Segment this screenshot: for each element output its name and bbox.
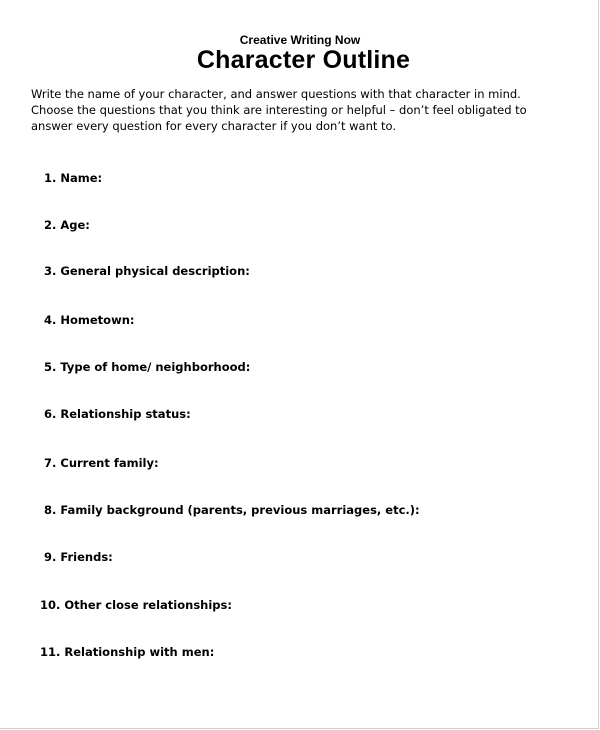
question-relationship-status: 6. Relationship status: (44, 407, 191, 421)
question-current-family: 7. Current family: (44, 456, 159, 470)
intro-paragraph (31, 86, 576, 134)
question-relationship-with-men: 11. Relationship with men: (40, 645, 215, 659)
intro-line: answer every question for every character if you don’t want to. (31, 119, 397, 133)
question-home-neighborhood: 5. Type of home/ neighborhood: (44, 360, 251, 374)
intro-line: Write the name of your character, and answer questions with that character in mind. (31, 87, 521, 101)
question-family-background: 8. Family background (parents, previous marriages, etc.): (44, 503, 420, 517)
question-friends: 9. Friends: (44, 550, 113, 564)
question-name: 1. Name: (44, 171, 103, 185)
question-hometown: 4. Hometown: (44, 313, 135, 327)
question-other-relationships: 10. Other close relationships: (40, 598, 232, 612)
question-physical-description: 3. General physical description: (44, 264, 250, 278)
document-title: Character Outline (196, 46, 411, 74)
question-age: 2. Age: (44, 218, 90, 232)
intro-line: Choose the questions that you think are interesting or helpful – don’t feel obligated to (31, 103, 527, 117)
document-supertitle: Creative Writing Now (239, 33, 361, 47)
